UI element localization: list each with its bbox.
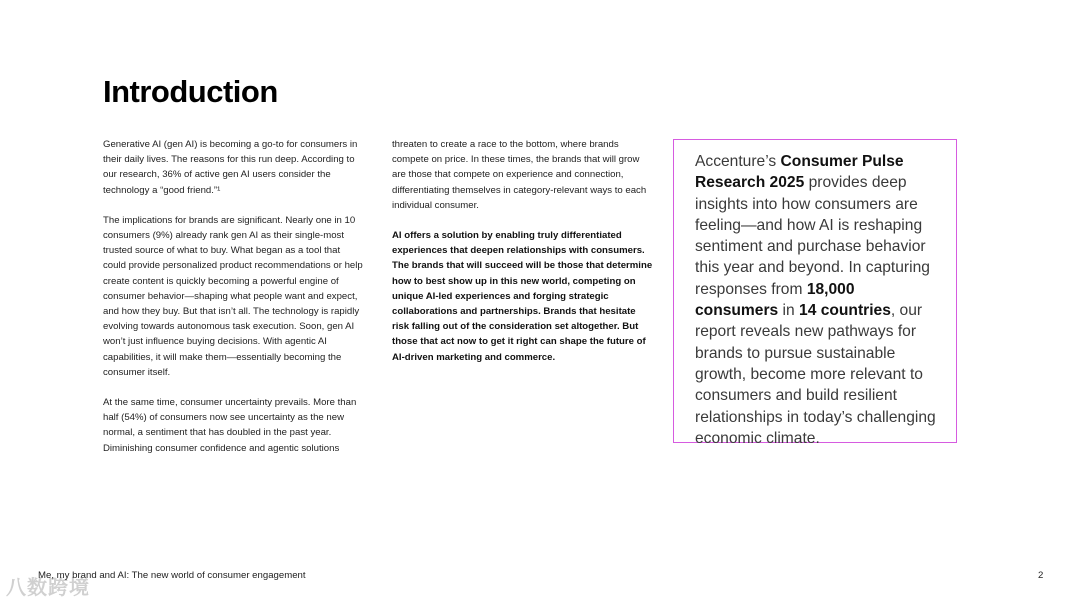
callout-country-count: 14 countries [799, 302, 891, 320]
callout-text-3: in [778, 302, 800, 320]
callout-text-1: Accenture’s [695, 153, 781, 170]
callout-box [673, 139, 957, 447]
paragraph-2: The implications for brands are significant. Nearly one in 10 consumers (9%) already rank gen AI as their single-most trusted source of what to buy. What began as a tool that could provide personalized product recommendations or help create content is quickly becoming a powerful engine of consumer behavior—shaping what people want and expect, and how they buy. But that isn’t all. The technology is rapidly evolving towards autonomous task execution. Soon, gen AI won’t just influence buying decisions. With agentic AI capabilities, it will make them—essentially becoming the consumer itself. [103, 214, 363, 378]
callout-consumer-count: 18,000 consumers [695, 280, 855, 320]
watermark-logo: 八数跨境 [6, 577, 90, 599]
paragraph-1: Generative AI (gen AI) is becoming a go-to for consumers in their daily lives. The reasons for this run deep. According to our research, 36% of active gen AI users consider the technology a “good friend.”¹ [103, 139, 358, 196]
callout-report-name: Consumer Pulse Research 2025 [695, 153, 904, 192]
footer-title: Me, my brand and AI: The new world of consumer engagement [38, 570, 306, 581]
paragraph-4: threaten to create a race to the bottom, where brands compete on price. In these times, the brands that will grow are those that compete on experience and connection, differentiating themselves in category-relevant ways to each individual consumer. [392, 139, 647, 211]
paragraph-3: At the same time, consumer uncertainty prevails. More than half (54%) of consumers now see uncertainty as the new normal, a sentiment that has doubled in the past year. Diminishing consumer confidence and agentic solutions [103, 397, 357, 454]
page-number: 2 [1038, 570, 1044, 581]
callout-text-4: , our report reveals new pathways for brands to pursue sustainable growth, become more relevant to consumers and build resilient relationships in today’s challenging economic climate. [695, 302, 936, 447]
page-title: Introduction [103, 74, 278, 109]
column-middle [392, 137, 654, 380]
callout-text-2: provides deep insights into how consumers are feeling—and how AI is reshaping sentiment and purchase behavior this year and beyond. In capturing responses from [695, 174, 930, 298]
paragraph-5-highlight: AI offers a solution by enabling truly differentiated experiences that deepen relationships with consumers. The brands that will succeed will be those that determine how to best show up in this new world, competing on unique AI-led experiences and forging strategic collaborations and partnerships. Brands that hesitate risk falling out of the consideration set altogether. But those that act now to get it right can shape the future of AI-driven marketing and commerce. [392, 230, 653, 363]
column-left [103, 137, 365, 471]
